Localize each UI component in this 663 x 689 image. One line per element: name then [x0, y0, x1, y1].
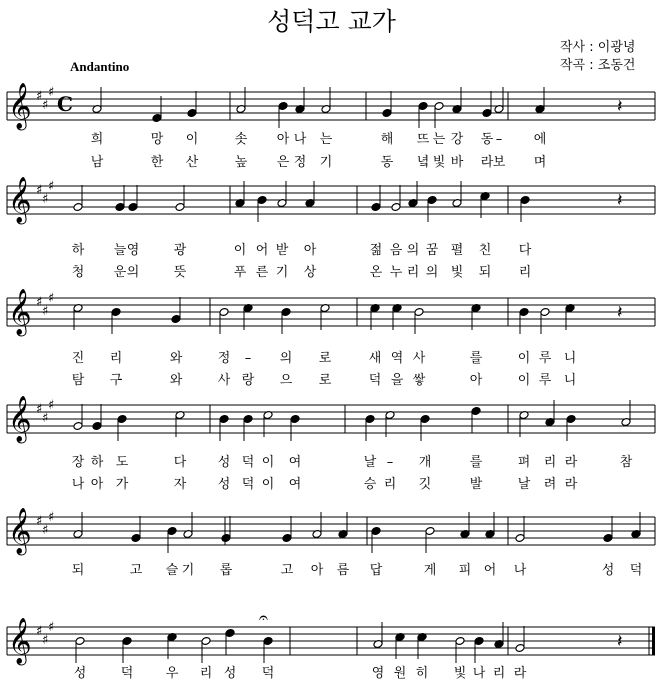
lyric-syllable: 덕	[368, 373, 382, 388]
lyric-syllable: 누	[389, 265, 403, 280]
lyric-syllable: 루	[538, 373, 552, 388]
lyric-syllable: 라	[564, 477, 578, 492]
lyric-syllable: 진	[71, 351, 85, 366]
lyric-syllable: 구	[109, 373, 123, 388]
lyric-syllable: 의	[126, 265, 140, 280]
treble-clef: 𝄞	[8, 508, 32, 554]
lyric-syllable: 보	[492, 155, 506, 170]
lyric-syllable: 덕	[629, 563, 643, 578]
lyric-syllable: 높	[234, 155, 248, 170]
lyric-syllable: 기	[319, 155, 333, 170]
lyric-syllable: 라	[513, 666, 527, 681]
lyric-syllable: 하	[71, 243, 85, 258]
lyric-syllable: 상	[303, 265, 317, 280]
key-sharp: ♯	[36, 514, 43, 529]
lyric-syllable: 친	[478, 243, 492, 258]
lyric-syllable: 성	[217, 477, 231, 492]
key-sharp: ♯	[42, 411, 49, 426]
lyric-syllable: 날	[363, 455, 377, 470]
lyric-syllable: 나	[472, 666, 486, 681]
lyric-syllable: 이	[517, 373, 531, 388]
lyric-syllable: 덕	[120, 666, 134, 681]
lyric-syllable: 빛	[453, 666, 467, 681]
key-sharp: ♯	[48, 179, 55, 194]
lyric-syllable: 아	[90, 477, 104, 492]
key-sharp: ♯	[36, 89, 43, 104]
lyric-syllable: 나	[71, 477, 85, 492]
staff-system	[7, 83, 655, 170]
lyric-syllable: 원	[393, 666, 407, 681]
lyric-syllable: 라	[480, 155, 494, 170]
staff-system	[7, 608, 655, 681]
lyric-syllable: 랑	[241, 373, 255, 388]
lyric-syllable: 를	[469, 351, 483, 366]
lyric-syllable: 한	[150, 155, 164, 170]
lyric-syllable: 의	[425, 265, 439, 280]
lyric-syllable: 음	[389, 243, 403, 258]
lyric-syllable: 어	[483, 563, 497, 578]
lyric-syllable: 뜻	[173, 265, 187, 280]
lyric-syllable: 되	[71, 563, 85, 578]
lyric-syllable: 니	[563, 373, 577, 388]
lyric-syllable: 개	[418, 455, 432, 470]
lyric-syllable: 슬	[165, 563, 179, 578]
lyric-syllable: 정	[293, 155, 307, 170]
treble-clef: 𝄞	[8, 83, 32, 129]
lyric-syllable: 이	[261, 455, 275, 470]
key-sharp: ♯	[48, 291, 55, 306]
lyric-syllable: 을	[390, 373, 404, 388]
lyric-syllable: 은	[276, 155, 290, 170]
lyric-syllable: 해	[380, 132, 394, 147]
lyric-syllable: –	[244, 351, 252, 366]
lyric-syllable: 리	[383, 477, 397, 492]
lyric-syllable: 이	[261, 477, 275, 492]
lyric-syllable: 아	[310, 563, 324, 578]
lyric-syllable: 자	[173, 477, 187, 492]
lyric-syllable: 청	[71, 265, 85, 280]
lyric-syllable: 희	[90, 132, 104, 147]
key-sharp: ♯	[42, 192, 49, 207]
lyric-syllable: 는	[432, 132, 446, 147]
key-sharp: ♯	[42, 633, 49, 648]
treble-clef: 𝄞	[8, 289, 32, 335]
lyric-syllable: 역	[390, 351, 404, 366]
key-sharp: ♯	[48, 398, 55, 413]
lyric-syllable: 도	[115, 455, 129, 470]
lyric-syllable: 동	[480, 132, 494, 147]
lyric-syllable: 되	[478, 265, 492, 280]
lyric-syllable: 로	[318, 373, 332, 388]
lyric-syllable: 쌓	[412, 373, 426, 388]
lyric-syllable: 와	[169, 351, 183, 366]
lyric-syllable: 덕	[241, 455, 255, 470]
lyric-syllable: 영	[126, 243, 140, 258]
lyric-syllable: 망	[150, 132, 164, 147]
lyric-syllable: 젊	[369, 243, 383, 258]
lyric-syllable: 게	[423, 563, 437, 578]
staff-system	[7, 508, 655, 578]
lyric-syllable: 기	[181, 563, 195, 578]
key-sharp: ♯	[42, 98, 49, 113]
quarter-rest: 𝄽	[617, 631, 623, 652]
lyric-syllable: 는	[319, 132, 333, 147]
lyric-syllable: 승	[363, 477, 377, 492]
staff-system	[7, 177, 655, 280]
lyric-syllable: 사	[217, 373, 231, 388]
lyric-syllable: 꿈	[425, 243, 439, 258]
key-sharp: ♯	[48, 510, 55, 525]
quarter-rest: 𝄽	[617, 96, 623, 117]
staff-system	[7, 396, 655, 492]
lyric-syllable: 광	[173, 243, 187, 258]
lyric-syllable: 산	[185, 155, 199, 170]
lyric-syllable: 며	[533, 155, 547, 170]
key-sharp: ♯	[36, 402, 43, 417]
lyric-syllable: 여	[288, 477, 302, 492]
lyric-syllable: 빛	[432, 155, 446, 170]
treble-clef: 𝄞	[8, 396, 32, 442]
lyric-syllable: 온	[369, 265, 383, 280]
treble-clef: 𝄞	[8, 177, 32, 223]
lyric-syllable: 루	[538, 351, 552, 366]
fermata: 𝄐	[259, 608, 268, 627]
lyric-syllable: 와	[169, 373, 183, 388]
lyric-syllable: 로	[318, 351, 332, 366]
lyric-syllable: 피	[458, 563, 472, 578]
key-sharp: ♯	[36, 624, 43, 639]
lyric-syllable: 나	[293, 132, 307, 147]
key-sharp: ♯	[48, 620, 55, 635]
lyric-syllable: 니	[563, 351, 577, 366]
lyric-syllable: 늘	[113, 243, 127, 258]
lyric-syllable: 리	[406, 265, 420, 280]
lyric-syllable: 리	[543, 455, 557, 470]
quarter-rest: 𝄽	[617, 190, 623, 211]
lyric-syllable: 이	[517, 351, 531, 366]
lyric-syllable: 푸	[233, 265, 247, 280]
lyric-syllable: 발	[469, 477, 483, 492]
lyric-syllable: 뜨	[416, 132, 430, 147]
key-sharp: ♯	[42, 304, 49, 319]
lyric-syllable: 다	[173, 455, 187, 470]
lyric-syllable: 동	[380, 155, 394, 170]
lyric-syllable: 성	[217, 455, 231, 470]
key-sharp: ♯	[48, 85, 55, 100]
quarter-rest: 𝄽	[617, 302, 623, 323]
lyric-syllable: 아	[303, 243, 317, 258]
lyric-syllable: 리	[199, 666, 213, 681]
lyric-syllable: 바	[450, 155, 464, 170]
lyric-syllable: 사	[412, 351, 426, 366]
lyric-syllable: 우	[165, 666, 179, 681]
lyric-syllable: 새	[368, 351, 382, 366]
treble-clef: 𝄞	[8, 618, 32, 664]
lyric-syllable: 탐	[71, 373, 85, 388]
lyric-syllable: 정	[217, 351, 231, 366]
lyric-syllable: 라	[564, 455, 578, 470]
lyric-syllable: 성	[601, 563, 615, 578]
staff-system	[7, 289, 655, 388]
lyric-syllable: 성	[223, 666, 237, 681]
lyric-syllable: 성	[73, 666, 87, 681]
lyric-syllable: 받	[275, 243, 289, 258]
lyric-syllable: 솟	[234, 132, 248, 147]
key-sharp: ♯	[42, 523, 49, 538]
lyric-syllable: 다	[518, 243, 532, 258]
lyric-syllable: 이	[185, 132, 199, 147]
lyric-syllable: 려	[543, 477, 557, 492]
lyric-syllable: 의	[406, 243, 420, 258]
lyric-syllable: 가	[115, 477, 129, 492]
lyric-syllable: 고	[280, 563, 294, 578]
lyric-syllable: 히	[415, 666, 429, 681]
tempo-marking: Andantino	[70, 59, 130, 74]
lyric-syllable: 여	[288, 455, 302, 470]
lyric-syllable: 기	[275, 265, 289, 280]
lyric-syllable: 리	[109, 351, 123, 366]
lyric-syllable: 어	[255, 243, 269, 258]
lyric-syllable: 하	[90, 455, 104, 470]
lyric-syllable: 남	[90, 155, 104, 170]
final-barline-thick	[652, 627, 655, 655]
lyric-syllable: –	[495, 132, 503, 147]
lyric-syllable: 영	[371, 666, 385, 681]
lyric-syllable: 아	[469, 373, 483, 388]
song-title: 성덕고 교가	[267, 7, 396, 36]
key-sharp: ♯	[36, 295, 43, 310]
lyric-syllable: 른	[255, 265, 269, 280]
lyric-syllable: 덕	[261, 666, 275, 681]
lyric-syllable: 에	[533, 132, 547, 147]
lyric-syllable: 참	[619, 455, 633, 470]
lyric-syllable: 운	[113, 265, 127, 280]
lyric-syllable: 강	[450, 132, 464, 147]
lyric-syllable: 답	[369, 563, 383, 578]
lyric-syllable: 의	[279, 351, 293, 366]
lyric-syllable: 깃	[418, 477, 432, 492]
lyric-syllable: 리	[518, 265, 532, 280]
lyric-syllable: –	[386, 455, 394, 470]
lyric-syllable: 덕	[241, 477, 255, 492]
lyric-syllable: 고	[129, 563, 143, 578]
lyric-syllable: 름	[336, 563, 350, 578]
lyric-syllable: 나	[513, 563, 527, 578]
lyric-syllable: 아	[276, 132, 290, 147]
lyric-syllable: 으	[279, 373, 293, 388]
lyric-syllable: 날	[517, 477, 531, 492]
lyric-syllable: 녘	[416, 155, 430, 170]
lyric-syllable: 롭	[219, 563, 233, 578]
key-sharp: ♯	[36, 183, 43, 198]
lyric-syllable: 빛	[450, 265, 464, 280]
lyric-syllable: 장	[71, 455, 85, 470]
lyric-syllable: 펼	[450, 243, 464, 258]
lyric-syllable: 이	[233, 243, 247, 258]
composer-credit: 작곡 : 조동건	[560, 58, 636, 73]
lyricist-credit: 작사 : 이광녕	[560, 40, 636, 55]
lyric-syllable: 펴	[517, 455, 531, 470]
lyric-syllable: 를	[469, 455, 483, 470]
time-signature: C	[57, 92, 73, 116]
lyric-syllable: 리	[492, 666, 506, 681]
